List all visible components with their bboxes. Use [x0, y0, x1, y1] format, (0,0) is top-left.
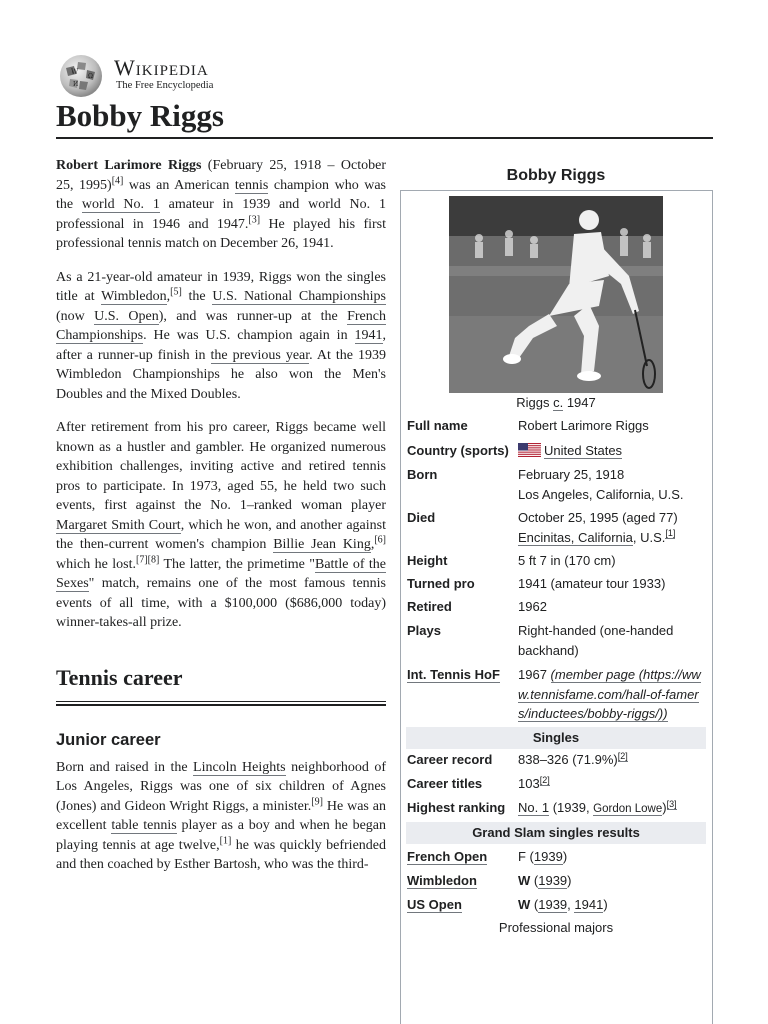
wikipedia-globe-logo[interactable] [56, 54, 106, 98]
article-body [56, 156, 386, 889]
value [518, 871, 706, 891]
infobox-header-grand-slam: Grand Slam singles results [406, 822, 706, 844]
value [518, 774, 706, 794]
us-flag-icon [518, 443, 541, 457]
link-table-tennis[interactable]: table tennis [111, 818, 177, 833]
text: Riggs [516, 395, 554, 410]
ref-link[interactable]: [9] [311, 795, 323, 807]
text: ) [562, 849, 568, 864]
value [518, 895, 706, 915]
text: After retirement from his pro career, Riggs became well known as a hustler and gambler. He organized numerous exhibition challenges, inviting active and retired tennis pros to participate. In 1973, aged 55, he held two such events, first against the No. 1–ranked woman player [56, 420, 386, 513]
value: 1941 (amateur tour 1933) [518, 576, 666, 591]
link-gordon-lowe[interactable]: Gordon Lowe [593, 803, 663, 815]
text: February 25, 1918 [518, 467, 625, 482]
text: . He was U.S. champion again in [143, 328, 355, 343]
text: neighborhood of Los Angeles, Riggs was one of six children of Agnes (Jones) and Gideon Wright Riggs, a minister. [56, 759, 386, 814]
value: 1962 [518, 599, 547, 614]
label: Career record [407, 752, 493, 767]
text: (now [56, 308, 95, 324]
text: amateur in 1939 and world No. 1 professional in 1946 and 1947. [56, 197, 386, 232]
label: Country (sports) [407, 443, 509, 458]
junior-paragraph [56, 758, 386, 875]
link-tennis[interactable]: tennis [234, 177, 269, 193]
text: ) [662, 800, 667, 815]
text: As a 21-year-old amateur in 1939, Riggs won the singles title at [56, 269, 386, 304]
title-divider [56, 137, 713, 139]
text: He played his first professional tennis match on December 26, 1941. [56, 216, 387, 251]
text: ) [567, 873, 572, 888]
link-1939[interactable]: 1939 [533, 849, 563, 864]
text: he was quickly befriended and then coached by Esther Bartosh, who was the third- [56, 837, 386, 872]
infobox-title: Bobby Riggs [506, 167, 606, 184]
wikipedia-wordmark[interactable]: Wikipedia [114, 55, 209, 80]
text: ( [530, 873, 539, 888]
text: , [567, 897, 575, 912]
value: Robert Larimore Riggs [518, 418, 649, 433]
text: Born and raised in the [56, 759, 194, 775]
link-1939[interactable]: 1939 [538, 873, 568, 888]
link-tennis-hof[interactable]: Int. Tennis HoF [407, 667, 500, 682]
text: , U.S. [632, 529, 666, 545]
link-1941[interactable]: 1941 [354, 328, 383, 343]
text: (February 25, 1918 – October 25, 1995) [56, 158, 387, 193]
label: Plays [407, 623, 441, 638]
svg-text:W: W [71, 68, 79, 76]
label: Height [407, 553, 448, 568]
label: Highest ranking [407, 800, 506, 815]
value [518, 441, 706, 461]
svg-text:Ω: Ω [88, 73, 93, 80]
ref-link[interactable]: [2] [617, 750, 628, 761]
wikipedia-tagline: The Free Encyclopedia [116, 80, 214, 91]
text: was an American [123, 177, 235, 193]
circa-link[interactable]: c. [553, 395, 564, 410]
value: Right-handed (one-handed backhand) [518, 623, 674, 658]
link-1939[interactable]: 1939 [538, 897, 568, 912]
text: , after a runner-up finish in [56, 328, 386, 363]
link-world-no1[interactable]: world No. 1 [81, 197, 160, 212]
label: Born [407, 467, 438, 482]
ref-link[interactable]: [1] [665, 528, 676, 539]
value [518, 847, 706, 867]
text: . At the 1939 Wimbledon Championships he also won the Men's Doubles and the Mixed Doubles. [56, 347, 386, 402]
text: 838–326 (71.9%) [518, 752, 618, 767]
label: Died [407, 510, 436, 525]
label [407, 895, 517, 915]
text: 1967 [518, 667, 551, 682]
page-title: Bobby Riggs [56, 98, 224, 133]
text: player as a boy and when he began playing tennis at age twelve, [56, 818, 386, 853]
result-win: W [518, 897, 531, 912]
ref-link[interactable]: [3] [666, 798, 677, 809]
link-member-page[interactable]: (member page (https://www.tennisfame.com/hall-of-famers/inductees/bobby-riggs/)) [518, 667, 701, 721]
ref-link[interactable]: [4] [111, 174, 124, 186]
svg-text:И: И [73, 81, 79, 88]
text: , which he won, and another against the then-current women's champion [56, 517, 386, 552]
amateur-paragraph: As a 21-year-old amateur in 1939, Riggs won the singles title at Wimbledon,[5] the U.S. National Championships (now U.S. Open), and was runner-up at the French Championships. He was U.S. champion again in 1941, after a runner-up finish in the previous year. At the 1939 Wimbledon Championships he also won the Men's Doubles and the Mixed Doubles. [56, 269, 386, 402]
hustler-paragraph [56, 418, 386, 633]
text: Los Angeles, California, U.S. [518, 486, 684, 502]
value [518, 508, 706, 547]
link-battle-of-the-sexes[interactable]: Battle of the Sexes [56, 556, 387, 591]
label [407, 871, 517, 891]
ref-link[interactable]: [5] [170, 286, 182, 298]
link-united-states[interactable]: United States [544, 443, 623, 458]
value [518, 465, 706, 504]
link-french-championships[interactable]: French Championships [56, 308, 386, 343]
text: which he lost. [56, 556, 136, 572]
link-us-open-gs[interactable]: US Open [407, 897, 462, 912]
ref-link[interactable]: [2] [539, 774, 550, 785]
text: 1947 [563, 395, 596, 410]
link-lincoln-heights[interactable]: Lincoln Heights [193, 759, 286, 775]
text: (1939, [549, 800, 594, 815]
text: " match, remains one of the most famous tennis events of all time, with a $100,000 ($686,000 today) winner-takes-all prize. [56, 576, 386, 630]
value [518, 750, 706, 770]
section-heading-tennis-career: Tennis career [56, 663, 386, 702]
ref-link[interactable]: [6] [374, 534, 386, 546]
subsection-heading-junior-career: Junior career [56, 730, 161, 749]
text: the [181, 289, 213, 304]
label: Full name [407, 418, 468, 433]
photo-caption [400, 394, 712, 412]
subject-name: Robert Larimore Riggs [56, 158, 202, 173]
label [407, 665, 517, 685]
link-no1[interactable]: No. 1 [518, 800, 550, 815]
infobox-subheader-professional-majors: Professional majors [498, 920, 614, 935]
value [518, 665, 706, 724]
link-us-open[interactable]: U.S. Open [94, 308, 159, 324]
link-billie-jean-king[interactable]: Billie Jean King [273, 537, 371, 552]
text: October 25, 1995 (aged 77) [518, 510, 678, 525]
label: Turned pro [407, 576, 475, 591]
text: The latter, the primetime " [159, 556, 315, 572]
link-1941[interactable]: 1941 [574, 897, 604, 912]
text: He was an excellent [56, 798, 386, 833]
link-margaret-smith-court[interactable]: Margaret Smith Court [56, 517, 181, 533]
ref-link[interactable]: [1] [219, 834, 232, 846]
ref-link[interactable]: [7][8] [136, 553, 160, 565]
link-previous-year[interactable]: the previous year [210, 347, 310, 363]
link-french-open[interactable]: French Open [407, 849, 488, 864]
value: 5 ft 7 in (170 cm) [518, 553, 616, 568]
text: F ( [518, 849, 534, 864]
text: , [370, 537, 375, 552]
text: champion who was the [56, 177, 386, 212]
link-us-national-championships[interactable]: U.S. National Championships [212, 289, 386, 304]
infobox-header-singles: Singles [406, 727, 706, 749]
text: ( [530, 897, 539, 912]
link-wimbledon[interactable]: Wimbledon [101, 289, 167, 304]
text: ), and was runner-up at the [158, 308, 348, 324]
ref-link[interactable]: [3] [248, 213, 261, 225]
label: Career titles [407, 776, 483, 791]
value [518, 798, 706, 820]
link-encinitas[interactable]: Encinitas, California [518, 529, 633, 545]
bobby-riggs-photo[interactable] [449, 196, 663, 393]
label [407, 847, 517, 867]
result-win: W [518, 873, 531, 888]
link-wimbledon-gs[interactable]: Wimbledon [407, 873, 477, 888]
label: Retired [407, 599, 452, 614]
intro-paragraph [56, 156, 386, 254]
text: 103 [518, 776, 540, 791]
text: ) [603, 897, 608, 912]
